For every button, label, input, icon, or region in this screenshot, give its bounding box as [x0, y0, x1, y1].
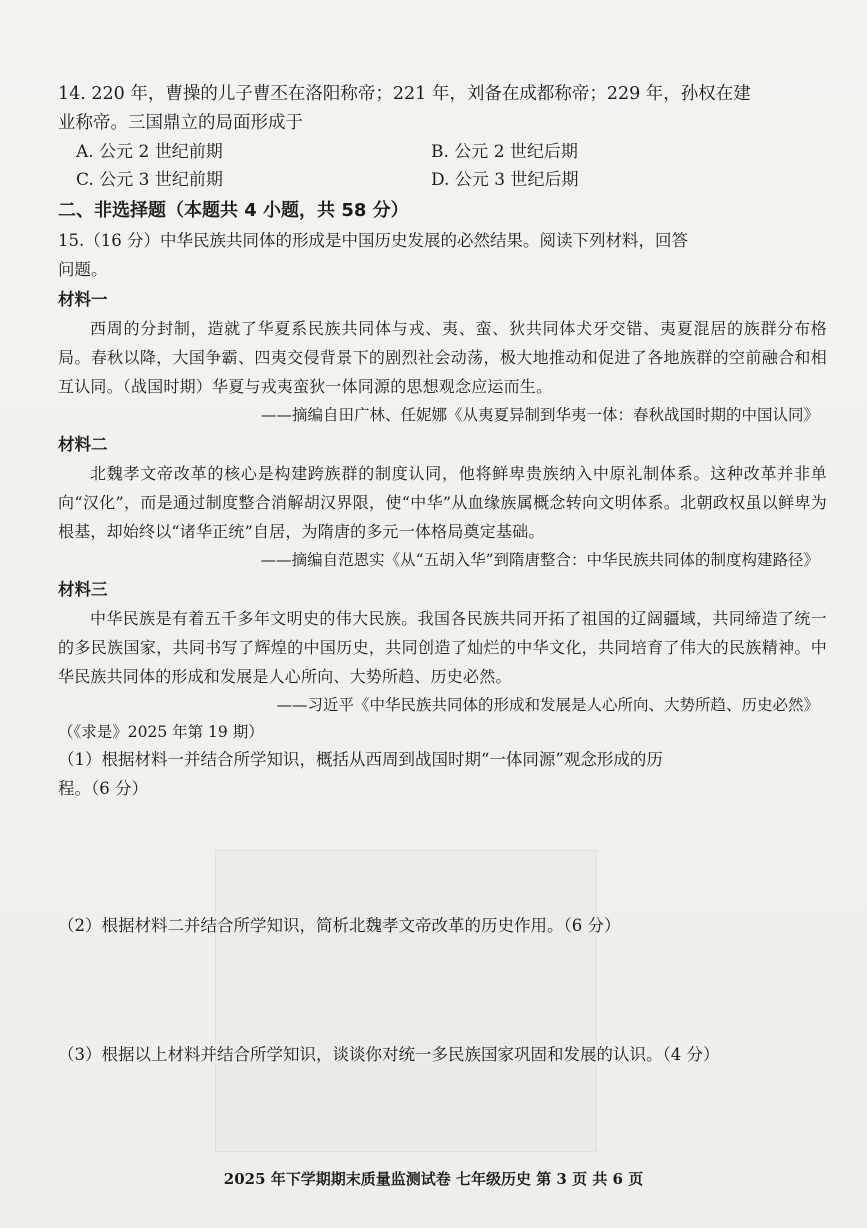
material3-title: 材料三 — [58, 580, 108, 599]
q15-stem-line2: 问题。 — [58, 260, 108, 279]
q14-options — [58, 138, 827, 194]
material3-text: 中华民族是有着五千多年文明史的伟大民族。我国各民族共同开拓了祖国的辽阔疆域，共同缔造了统一的多民族国家，共同书写了辉煌的中国历史，共同创造了灿烂的中华文化，共同培育了伟大的民族精神。中华民族共同体的形成和发展是人心所向、大势所趋、历史必然。 — [58, 609, 827, 686]
material3-source-journal: （《求是》2025 年第 19 期） — [58, 723, 264, 741]
bleed-through-shadow — [215, 850, 597, 1152]
q15-sub1-line2: 程。（6 分） — [58, 779, 148, 798]
section2-heading: 二、非选择题（本题共 4 小题，共 58 分） — [58, 200, 409, 221]
q15-sub3: （3）根据以上材料并结合所学知识，谈谈你对统一多民族国家巩固和发展的认识。（4 分） — [58, 1045, 720, 1064]
q14-option-c: C. 公元 3 世纪前期 — [76, 170, 223, 190]
page-footer: 2025 年下学期期末质量监测试卷 七年级历史 第 3 页 共 6 页 — [223, 1170, 644, 1188]
material1-text: 西周的分封制，造就了华夏系民族共同体与戎、夷、蛮、狄共同体犬牙交错、夷夏混居的族群分布格局。春秋以降，大国争霸、四夷交侵背景下的剧烈社会动荡，极大地推动和促进了各地族群的空前融合和相互认同。（战国时期）华夏与戎夷蛮狄一体同源的思想观念应运而生。 — [58, 319, 827, 396]
material1-source: ——摘编自田广林、任妮娜《从夷夏异制到华夷一体：春秋战国时期的中国认同》 — [260, 406, 819, 424]
q14-option-a: A. 公元 2 世纪前期 — [76, 142, 223, 162]
material1-title: 材料一 — [58, 290, 108, 309]
q15-sub2: （2）根据材料二并结合所学知识，简析北魏孝文帝改革的历史作用。（6 分） — [58, 916, 621, 935]
material2-text: 北魏孝文帝改革的核心是构建跨族群的制度认同，他将鲜卑贵族纳入中原礼制体系。这种改革并非单向“汉化”，而是通过制度整合消解胡汉界限，使“中华”从血缘族属概念转向文明体系。北朝政权虽以鲜卑为根基，却始终以“诸华正统”自居，为隋唐的多元一体格局奠定基础。 — [58, 464, 827, 541]
q15-stem-line1: 15.（16 分）中华民族共同体的形成是中国历史发展的必然结果。阅读下列材料，回答 — [58, 231, 688, 250]
material2-source: ——摘编自范恩实《从“五胡入华”到隋唐整合：中华民族共同体的制度构建路径》 — [260, 551, 819, 569]
q15-sub1-line1: （1）根据材料一并结合所学知识，概括从西周到战国时期“一体同源”观念形成的历 — [58, 750, 663, 769]
q14-option-d: D. 公元 3 世纪后期 — [431, 170, 579, 190]
material2-title: 材料二 — [58, 435, 108, 454]
q14-stem-line1: 14. 220 年，曹操的儿子曹丕在洛阳称帝；221 年，刘备在成都称帝；229 年，孙权在建 — [58, 84, 751, 104]
q14-stem-line2: 业称帝。三国鼎立的局面形成于 — [58, 113, 303, 133]
material3-source: ——习近平《中华民族共同体的形成和发展是人心所向、大势所趋、历史必然》 — [276, 696, 819, 714]
q14-option-b: B. 公元 2 世纪后期 — [431, 142, 578, 162]
